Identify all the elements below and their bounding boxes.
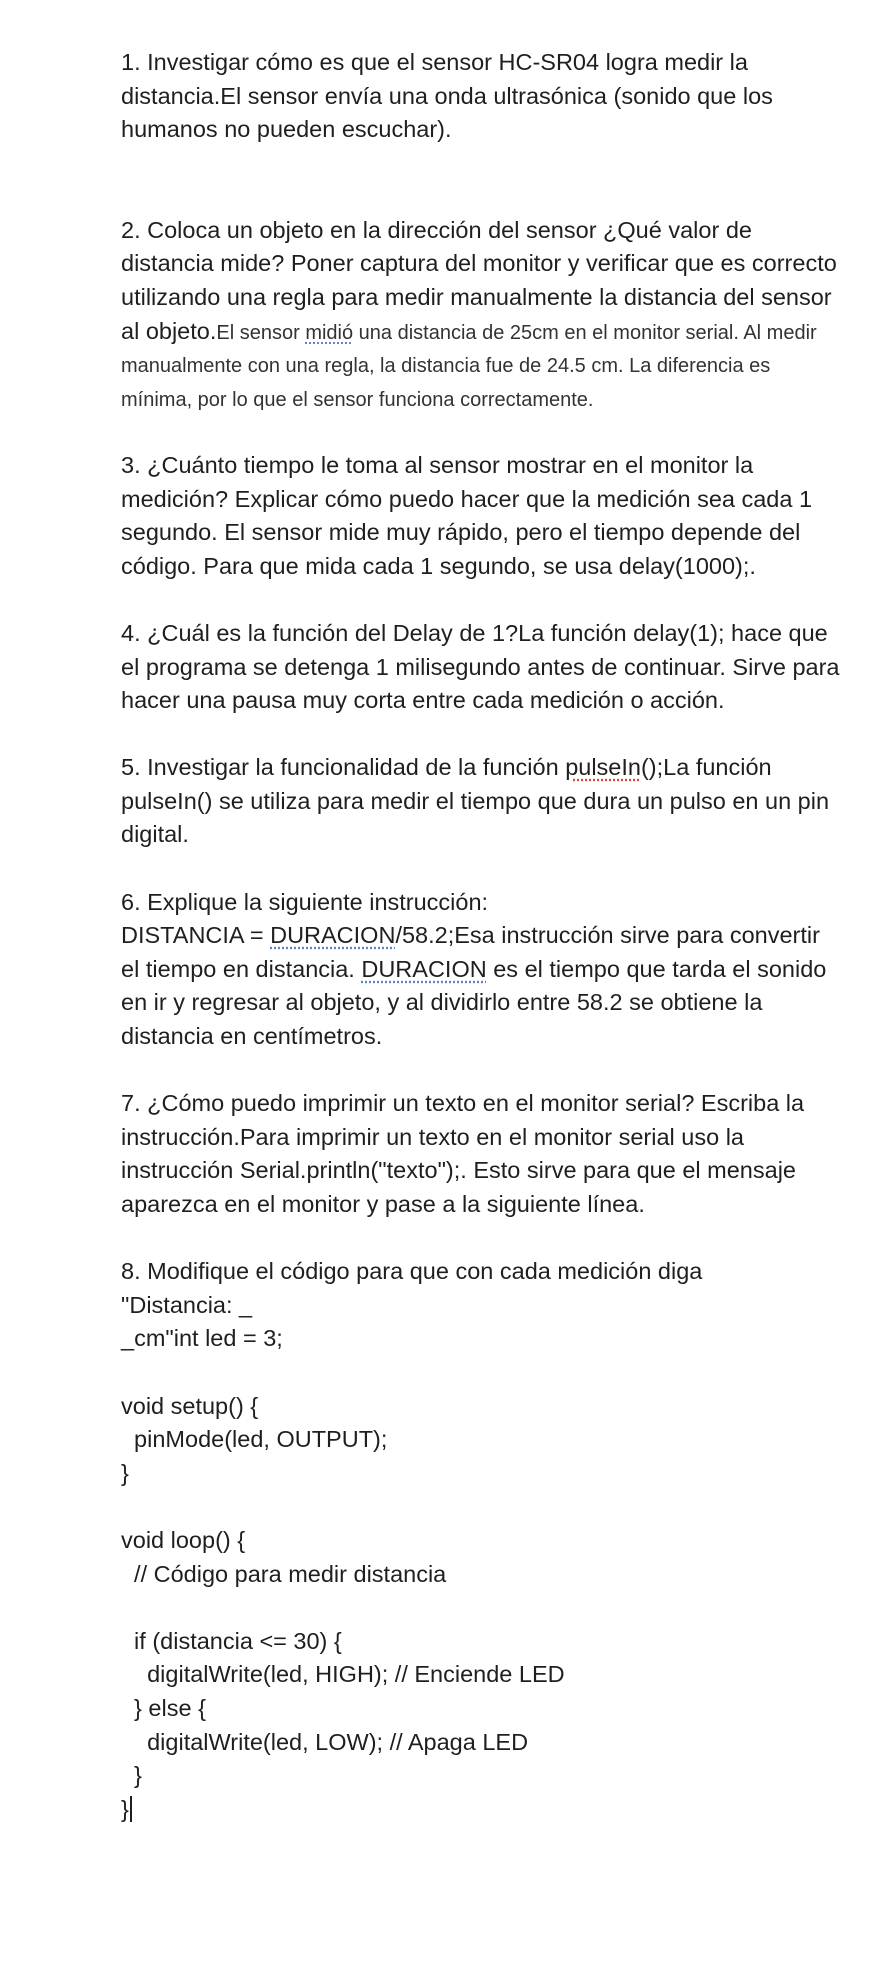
question-7: 7. ¿Cómo puedo imprimir un texto en el monitor serial? Escriba la instrucción.Para imprimir un texto en el monitor serial uso la instrucción Serial.println("texto");. Esto sirve para que el mensaje aparezca en el monitor y pase a la siguiente línea. (121, 1090, 805, 1217)
grammar-suggestion-word[interactable]: DURACION (361, 955, 487, 982)
question-1: 1. Investigar cómo es que el sensor HC-SR04 logra medir la distancia.El sensor envía una onda ultrasónica (sonido que los humanos no pueden escuchar). (121, 49, 773, 143)
question-8-line: _cm"int led = 3; (121, 1325, 283, 1352)
question-6: 6. Explique la siguiente instrucción: DISTANCIA = DURACION/58.2;Esa instrucción sirve para convertir el tiempo en distancia. DURACION es el tiempo que tarda el sonido en ir y regresar al objeto, y al dividirlo entre 58.2 se obtiene la distancia en centímetros. (121, 886, 841, 1054)
code-line: } else { (121, 1694, 206, 1721)
question-2 (121, 214, 841, 416)
spell-suggestion[interactable]: midió (305, 321, 354, 344)
question-8-line: "Distancia: _ (121, 1291, 253, 1318)
question-4: 4. ¿Cuál es la función del Delay de 1?La función delay(1); hace que el programa se detenga 1 milisegundo antes de continuar. Sirve para hacer una pausa muy corta entre cada medición o acción. (121, 619, 840, 714)
text-cursor (130, 1796, 132, 1822)
question-6-title: 6. Explique la siguiente instrucción: (121, 888, 489, 915)
question-3: 3. ¿Cuánto tiempo le toma al sensor mostrar en el monitor la medición? Explicar cómo puedo hacer que la medición sea cada 1 segundo. El sensor mide muy rápido, pero el tiempo depende del código. Para que mida cada 1 segundo, se usa delay(1000);. (121, 451, 813, 579)
code-line: pinMode(led, OUTPUT); (121, 1426, 388, 1453)
code-line: digitalWrite(led, HIGH); // Enciende LED (121, 1661, 565, 1688)
code-last-line[interactable]: } (121, 1793, 841, 1827)
question-8 (121, 1255, 841, 1826)
code-line: // Código para medir distancia (121, 1560, 447, 1587)
code-line: digitalWrite(led, LOW); // Apaga LED (121, 1728, 529, 1755)
document-body (121, 46, 841, 1826)
code-line: void loop() { (121, 1526, 246, 1553)
code-line: if (distancia <= 30) { (121, 1627, 342, 1654)
question-2-answer: El sensor midió una distancia de 25cm en el monitor serial. Al medir manualmente con una regla, la distancia fue de 24.5 cm. La diferencia es mínima, por lo que el sensor funciona correctamente. (121, 321, 817, 411)
code-line: } (121, 1762, 142, 1789)
spelling-error-word[interactable]: pulseIn (565, 754, 641, 781)
question-2-text: 2. Coloca un objeto en la dirección del sensor ¿Qué valor de distancia mide? Poner captura del monitor y verificar que es correcto utilizando una regla para medir manualmente la distancia del sensor al objeto. (121, 216, 837, 344)
code-line: void setup() { (121, 1392, 259, 1419)
code-line: } (121, 1459, 129, 1486)
question-5: 5. Investigar la funcionalidad de la función pulseIn();La función pulseIn() se utiliza para medir el tiempo que dura un pulso en un pin digital. (121, 754, 830, 848)
grammar-suggestion-word[interactable]: DURACION (270, 922, 396, 949)
question-8-line: 8. Modifique el código para que con cada medición diga (121, 1258, 703, 1285)
